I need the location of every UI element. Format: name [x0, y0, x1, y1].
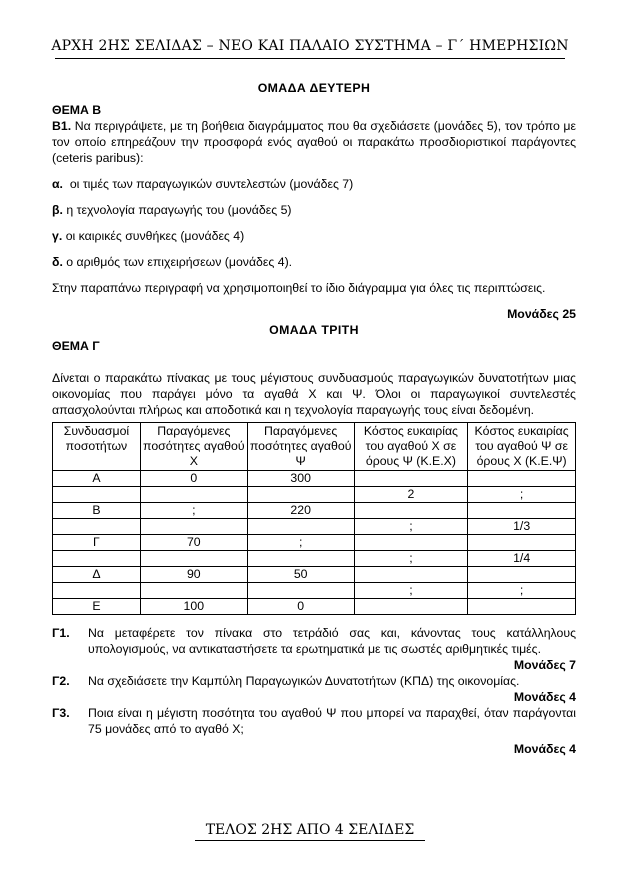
table-row	[53, 535, 576, 551]
table-cell: 2	[354, 487, 468, 503]
table-cell: 70	[140, 535, 247, 551]
footer-underline	[195, 840, 425, 841]
c2-marks: Μονάδες 4	[513, 690, 576, 704]
table-cell	[53, 487, 141, 503]
table-cell: ;	[247, 535, 354, 551]
table-cell	[140, 583, 247, 599]
table-cell	[140, 551, 247, 567]
c3-marks: Μονάδες 4	[513, 742, 576, 756]
table-row	[53, 503, 576, 519]
table-cell: ;	[468, 583, 576, 599]
table-cell: 220	[247, 503, 354, 519]
header-underline	[55, 58, 565, 59]
table-row	[53, 583, 576, 599]
theme-b-heading: ΘΕΜΑ Β	[52, 103, 102, 117]
item-label: γ.	[52, 229, 63, 243]
item-label: δ.	[52, 255, 63, 269]
production-possibilities-table	[52, 422, 576, 615]
list-item	[52, 228, 576, 244]
question-text: Να σχεδιάσετε την Καμπύλη Παραγωγικών Δυνατοτήτων (ΚΠΔ) της οικονομίας.	[88, 674, 520, 688]
table-cell: ;	[354, 551, 468, 567]
table-row	[53, 599, 576, 615]
table-cell	[468, 503, 576, 519]
question-text: Ποια είναι η μέγιστη ποσότητα του αγαθού Ψ που μπορεί να παραχθεί, όταν παράγονται 75 μονάδες από το αγαθό Χ;	[88, 706, 576, 736]
table-cell	[468, 567, 576, 583]
table-cell: Α	[53, 471, 141, 487]
table-cell	[53, 519, 141, 535]
table-header-cell: Παραγόμενες ποσότητες αγαθού Χ	[140, 423, 247, 471]
item-label: α.	[52, 177, 63, 191]
question-label: Γ2.	[52, 674, 70, 688]
question-c1	[52, 625, 576, 657]
table-cell	[354, 567, 468, 583]
table-cell	[53, 583, 141, 599]
table-cell	[140, 519, 247, 535]
b-note: Στην παραπάνω περιγραφή να χρησιμοποιηθεί το ίδιο διάγραμμα για όλες τις περιπτώσεις.	[52, 281, 546, 295]
group2-title: ΟΜΑΔΑ ΔΕΥΤΕΡΗ	[257, 81, 371, 95]
table-cell	[468, 471, 576, 487]
table-row	[53, 551, 576, 567]
item-label: β.	[52, 203, 63, 217]
table-cell	[247, 583, 354, 599]
table-cell: 1/4	[468, 551, 576, 567]
table-cell	[354, 471, 468, 487]
page-content	[52, 80, 576, 757]
question-label: Γ1.	[52, 626, 70, 640]
b1-label: Β1.	[52, 119, 72, 133]
b1-text: Να περιγράψετε, με τη βοήθεια διαγράμματος που θα σχεδιάσετε (μονάδες 5), τον τρόπο με τον οποίο επηρεάζουν την προσφορά ενός αγαθού οι παρακάτω προσδιοριστικοί παράγοντες (ceteris paribus):	[52, 119, 576, 165]
item-text: η τεχνολογία παραγωγής του (μονάδες 5)	[66, 203, 292, 217]
table-cell	[247, 519, 354, 535]
table-cell: 0	[140, 471, 247, 487]
table-cell: ;	[468, 487, 576, 503]
table-cell: 0	[247, 599, 354, 615]
table-cell	[354, 535, 468, 551]
table-header-cell: Παραγόμενες ποσότητες αγαθού Ψ	[247, 423, 354, 471]
table-row	[53, 519, 576, 535]
item-text: οι καιρικές συνθήκες (μονάδες 4)	[65, 229, 245, 243]
table-header-cell: Κόστος ευκαιρίας του αγαθού Ψ σε όρους Χ (Κ.Ε.Ψ)	[468, 423, 576, 471]
table-cell: 100	[140, 599, 247, 615]
page-header: ΑΡΧΗ 2ΗΣ ΣΕΛΙΔΑΣ – ΝΕΟ ΚΑΙ ΠΑΛΑΙΟ ΣΥΣΤΗΜΑ – Γ΄ ΗΜΕΡΗΣΙΩΝ	[51, 38, 569, 54]
c-intro: Δίνεται ο παρακάτω πίνακας με τους μέγιστους συνδυασμούς παραγωγικών δυνατοτήτων μιας οικονομίας που παράγει μόνο τα αγαθά Χ και Ψ. Όλοι οι παραγωγικοί συντελεστές απασχολούνται πλήρως και αποδοτικά και η τεχνολογία παραγωγής τους είναι δεδομένη.	[52, 371, 576, 417]
table-header-cell: Συνδυασμοί ποσοτήτων	[53, 423, 141, 471]
table-cell: 50	[247, 567, 354, 583]
group3-title: ΟΜΑΔΑ ΤΡΙΤΗ	[269, 323, 359, 337]
table-cell: ;	[354, 519, 468, 535]
table-cell: ;	[354, 583, 468, 599]
table-cell	[354, 503, 468, 519]
b-marks: Μονάδες 25	[507, 307, 576, 321]
table-cell	[354, 599, 468, 615]
table-cell: 300	[247, 471, 354, 487]
table-row	[53, 487, 576, 503]
question-label: Γ3.	[52, 706, 70, 720]
item-text: ο αριθμός των επιχειρήσεων (μονάδες 4).	[66, 255, 293, 269]
list-item	[52, 254, 576, 270]
table-header-cell: Κόστος ευκαιρίας του αγαθού Χ σε όρους Ψ (Κ.Ε.Χ)	[354, 423, 468, 471]
theme-c-heading: ΘΕΜΑ Γ	[52, 339, 100, 353]
table-cell	[53, 551, 141, 567]
table-header-row	[53, 423, 576, 471]
table-cell	[468, 535, 576, 551]
table-cell	[247, 487, 354, 503]
question-c3	[52, 705, 576, 737]
c1-marks: Μονάδες 7	[513, 658, 576, 672]
table-cell	[247, 551, 354, 567]
table-cell: ;	[140, 503, 247, 519]
table-cell: Β	[53, 503, 141, 519]
table-cell	[468, 599, 576, 615]
page-footer: ΤΕΛΟΣ 2ΗΣ ΑΠΟ 4 ΣΕΛΙΔΕΣ	[205, 822, 415, 838]
table-cell	[140, 487, 247, 503]
table-cell: Δ	[53, 567, 141, 583]
table-row	[53, 567, 576, 583]
item-text: οι τιμές των παραγωγικών συντελεστών (μονάδες 7)	[69, 177, 354, 191]
list-item	[52, 176, 576, 192]
table-cell: Ε	[53, 599, 141, 615]
question-text: Να μεταφέρετε τον πίνακα στο τετράδιό σας και, κάνοντας τους κατάλληλους υπολογισμούς, να αντικαταστήσετε τα ερωτηματικά με τις σωστές αριθμητικές τιμές.	[88, 626, 576, 656]
question-c2	[52, 673, 576, 689]
table-cell: 90	[140, 567, 247, 583]
table-cell: 1/3	[468, 519, 576, 535]
list-item	[52, 202, 576, 218]
b1-question	[52, 118, 576, 166]
table-cell: Γ	[53, 535, 141, 551]
table-row	[53, 471, 576, 487]
